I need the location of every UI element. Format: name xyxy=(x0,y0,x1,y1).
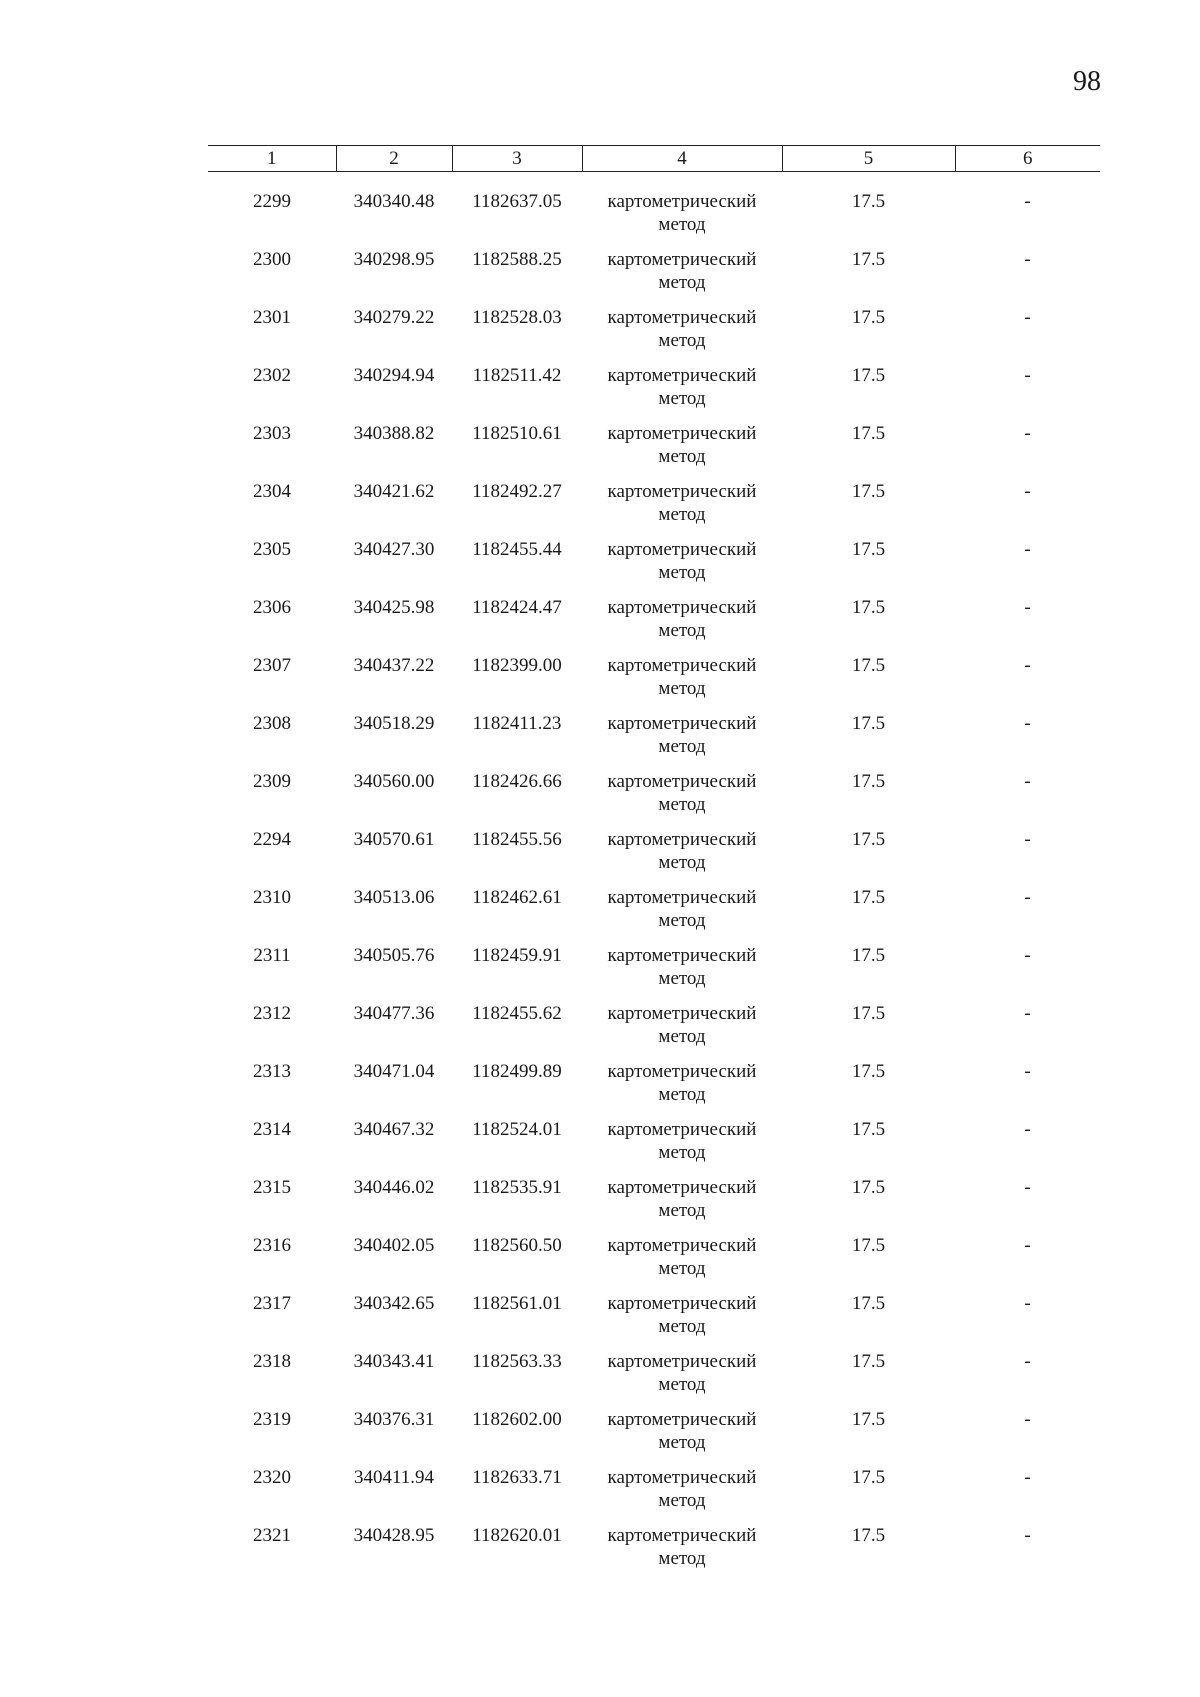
x-coordinate-cell: 340513.06 xyxy=(353,887,435,908)
x-coordinate-cell: 340376.31 xyxy=(353,1409,435,1430)
note-cell: - xyxy=(1024,829,1031,850)
note-cell: - xyxy=(1024,597,1031,618)
table-row xyxy=(208,1466,1100,1524)
y-coordinate-cell: 1182524.01 xyxy=(472,1119,562,1140)
y-coordinate-cell: 1182455.62 xyxy=(472,1003,562,1024)
x-coordinate-cell: 340425.98 xyxy=(353,597,435,618)
note-cell: - xyxy=(1024,1409,1031,1430)
y-coordinate-cell: 1182560.50 xyxy=(472,1235,562,1256)
table-row xyxy=(208,1350,1100,1408)
header-col-6: 6 xyxy=(955,146,1100,172)
table-row xyxy=(208,1060,1100,1118)
table-row xyxy=(208,1292,1100,1350)
table-row xyxy=(208,1002,1100,1060)
y-coordinate-cell: 1182535.91 xyxy=(472,1177,562,1198)
accuracy-value-cell: 17.5 xyxy=(851,945,886,966)
note-cell: - xyxy=(1024,249,1031,270)
y-coordinate-cell: 1182588.25 xyxy=(472,249,562,270)
accuracy-value-cell: 17.5 xyxy=(851,597,886,618)
note-cell: - xyxy=(1024,713,1031,734)
method-cell: картометрический метод xyxy=(607,539,757,583)
method-cell: картометрический метод xyxy=(607,1003,757,1047)
point-number-cell: 2320 xyxy=(253,1467,291,1488)
accuracy-value-cell: 17.5 xyxy=(851,1235,886,1256)
point-number-cell: 2316 xyxy=(253,1235,291,1256)
note-cell: - xyxy=(1024,307,1031,328)
note-cell: - xyxy=(1024,1235,1031,1256)
y-coordinate-cell: 1182455.56 xyxy=(472,829,562,850)
accuracy-value-cell: 17.5 xyxy=(851,191,886,212)
method-cell: картометрический метод xyxy=(607,945,757,989)
x-coordinate-cell: 340343.41 xyxy=(353,1351,435,1372)
method-cell: картометрический метод xyxy=(607,1409,757,1453)
coordinates-table-wrapper xyxy=(208,145,1100,1582)
method-cell: картометрический метод xyxy=(607,1525,757,1569)
method-cell: картометрический метод xyxy=(607,1061,757,1105)
point-number-cell: 2315 xyxy=(253,1177,291,1198)
accuracy-value-cell: 17.5 xyxy=(851,887,886,908)
table-row xyxy=(208,422,1100,480)
method-cell: картометрический метод xyxy=(607,481,757,525)
point-number-cell: 2321 xyxy=(253,1525,291,1546)
point-number-cell: 2314 xyxy=(253,1119,291,1140)
x-coordinate-cell: 340340.48 xyxy=(353,191,435,212)
point-number-cell: 2303 xyxy=(253,423,291,444)
note-cell: - xyxy=(1024,481,1031,502)
y-coordinate-cell: 1182511.42 xyxy=(472,365,562,386)
method-cell: картометрический метод xyxy=(607,1177,757,1221)
table-row xyxy=(208,538,1100,596)
table-row xyxy=(208,944,1100,1002)
table-row xyxy=(208,654,1100,712)
y-coordinate-cell: 1182426.66 xyxy=(472,771,562,792)
point-number-cell: 2305 xyxy=(253,539,291,560)
point-number-cell: 2308 xyxy=(253,713,291,734)
method-cell: картометрический метод xyxy=(607,191,757,235)
accuracy-value-cell: 17.5 xyxy=(851,307,886,328)
x-coordinate-cell: 340428.95 xyxy=(353,1525,435,1546)
point-number-cell: 2302 xyxy=(253,365,291,386)
table-header xyxy=(208,146,1100,172)
method-cell: картометрический метод xyxy=(607,713,757,757)
table-row xyxy=(208,1118,1100,1176)
note-cell: - xyxy=(1024,945,1031,966)
method-cell: картометрический метод xyxy=(607,829,757,873)
point-number-cell: 2312 xyxy=(253,1003,291,1024)
x-coordinate-cell: 340560.00 xyxy=(353,771,435,792)
method-cell: картометрический метод xyxy=(607,597,757,641)
point-number-cell: 2306 xyxy=(253,597,291,618)
method-cell: картометрический метод xyxy=(607,887,757,931)
table-row xyxy=(208,828,1100,886)
y-coordinate-cell: 1182528.03 xyxy=(472,307,562,328)
note-cell: - xyxy=(1024,1467,1031,1488)
point-number-cell: 2309 xyxy=(253,771,291,792)
point-number-cell: 2318 xyxy=(253,1351,291,1372)
note-cell: - xyxy=(1024,191,1031,212)
point-number-cell: 2319 xyxy=(253,1409,291,1430)
accuracy-value-cell: 17.5 xyxy=(851,1003,886,1024)
table-row xyxy=(208,172,1100,249)
y-coordinate-cell: 1182459.91 xyxy=(472,945,562,966)
x-coordinate-cell: 340467.32 xyxy=(353,1119,435,1140)
table-row xyxy=(208,1408,1100,1466)
x-coordinate-cell: 340388.82 xyxy=(353,423,435,444)
note-cell: - xyxy=(1024,1351,1031,1372)
note-cell: - xyxy=(1024,423,1031,444)
x-coordinate-cell: 340402.05 xyxy=(353,1235,435,1256)
note-cell: - xyxy=(1024,1177,1031,1198)
header-col-1: 1 xyxy=(208,146,336,172)
accuracy-value-cell: 17.5 xyxy=(851,1467,886,1488)
header-col-3: 3 xyxy=(452,146,582,172)
accuracy-value-cell: 17.5 xyxy=(851,1061,886,1082)
x-coordinate-cell: 340342.65 xyxy=(353,1293,435,1314)
accuracy-value-cell: 17.5 xyxy=(851,249,886,270)
y-coordinate-cell: 1182399.00 xyxy=(472,655,562,676)
method-cell: картометрический метод xyxy=(607,365,757,409)
coordinates-table xyxy=(208,145,1100,1582)
point-number-cell: 2317 xyxy=(253,1293,291,1314)
accuracy-value-cell: 17.5 xyxy=(851,771,886,792)
method-cell: картометрический метод xyxy=(607,423,757,467)
method-cell: картометрический метод xyxy=(607,655,757,699)
note-cell: - xyxy=(1024,771,1031,792)
accuracy-value-cell: 17.5 xyxy=(851,1525,886,1546)
point-number-cell: 2311 xyxy=(253,945,291,966)
y-coordinate-cell: 1182455.44 xyxy=(472,539,562,560)
header-col-2: 2 xyxy=(336,146,452,172)
y-coordinate-cell: 1182563.33 xyxy=(472,1351,562,1372)
y-coordinate-cell: 1182602.00 xyxy=(472,1409,562,1430)
point-number-cell: 2300 xyxy=(253,249,291,270)
accuracy-value-cell: 17.5 xyxy=(851,423,886,444)
table-row xyxy=(208,1176,1100,1234)
note-cell: - xyxy=(1024,1061,1031,1082)
method-cell: картометрический метод xyxy=(607,1351,757,1395)
y-coordinate-cell: 1182510.61 xyxy=(472,423,562,444)
x-coordinate-cell: 340298.95 xyxy=(353,249,435,270)
accuracy-value-cell: 17.5 xyxy=(851,1119,886,1140)
y-coordinate-cell: 1182561.01 xyxy=(472,1293,562,1314)
note-cell: - xyxy=(1024,655,1031,676)
point-number-cell: 2313 xyxy=(253,1061,291,1082)
note-cell: - xyxy=(1024,1003,1031,1024)
accuracy-value-cell: 17.5 xyxy=(851,1177,886,1198)
table-row xyxy=(208,248,1100,306)
table-row xyxy=(208,364,1100,422)
point-number-cell: 2294 xyxy=(253,829,291,850)
accuracy-value-cell: 17.5 xyxy=(851,713,886,734)
y-coordinate-cell: 1182411.23 xyxy=(472,713,562,734)
header-col-5: 5 xyxy=(782,146,955,172)
method-cell: картометрический метод xyxy=(607,771,757,815)
accuracy-value-cell: 17.5 xyxy=(851,1409,886,1430)
note-cell: - xyxy=(1024,887,1031,908)
note-cell: - xyxy=(1024,1293,1031,1314)
x-coordinate-cell: 340437.22 xyxy=(353,655,435,676)
method-cell: картометрический метод xyxy=(607,307,757,351)
note-cell: - xyxy=(1024,365,1031,386)
y-coordinate-cell: 1182633.71 xyxy=(472,1467,562,1488)
x-coordinate-cell: 340471.04 xyxy=(353,1061,435,1082)
y-coordinate-cell: 1182462.61 xyxy=(472,887,562,908)
y-coordinate-cell: 1182499.89 xyxy=(472,1061,562,1082)
accuracy-value-cell: 17.5 xyxy=(851,481,886,502)
table-row xyxy=(208,596,1100,654)
note-cell: - xyxy=(1024,1525,1031,1546)
x-coordinate-cell: 340505.76 xyxy=(353,945,435,966)
table-row xyxy=(208,886,1100,944)
accuracy-value-cell: 17.5 xyxy=(851,829,886,850)
note-cell: - xyxy=(1024,1119,1031,1140)
accuracy-value-cell: 17.5 xyxy=(851,539,886,560)
table-row xyxy=(208,1524,1100,1582)
x-coordinate-cell: 340570.61 xyxy=(353,829,435,850)
header-col-4: 4 xyxy=(582,146,782,172)
y-coordinate-cell: 1182424.47 xyxy=(472,597,562,618)
page-number: 98 xyxy=(1073,66,1101,97)
y-coordinate-cell: 1182637.05 xyxy=(472,191,562,212)
table-row xyxy=(208,306,1100,364)
x-coordinate-cell: 340294.94 xyxy=(353,365,435,386)
method-cell: картометрический метод xyxy=(607,1235,757,1279)
point-number-cell: 2307 xyxy=(253,655,291,676)
header-row xyxy=(208,146,1100,172)
table-row xyxy=(208,712,1100,770)
point-number-cell: 2301 xyxy=(253,307,291,328)
method-cell: картометрический метод xyxy=(607,249,757,293)
method-cell: картометрический метод xyxy=(607,1467,757,1511)
x-coordinate-cell: 340279.22 xyxy=(353,307,435,328)
accuracy-value-cell: 17.5 xyxy=(851,1293,886,1314)
accuracy-value-cell: 17.5 xyxy=(851,1351,886,1372)
x-coordinate-cell: 340411.94 xyxy=(353,1467,435,1488)
note-cell: - xyxy=(1024,539,1031,560)
y-coordinate-cell: 1182620.01 xyxy=(472,1525,562,1546)
method-cell: картометрический метод xyxy=(607,1119,757,1163)
table-row xyxy=(208,480,1100,538)
x-coordinate-cell: 340446.02 xyxy=(353,1177,435,1198)
point-number-cell: 2299 xyxy=(253,191,291,212)
table-row xyxy=(208,1234,1100,1292)
point-number-cell: 2310 xyxy=(253,887,291,908)
accuracy-value-cell: 17.5 xyxy=(851,365,886,386)
table-row xyxy=(208,770,1100,828)
x-coordinate-cell: 340518.29 xyxy=(353,713,435,734)
point-number-cell: 2304 xyxy=(253,481,291,502)
table-body xyxy=(208,172,1100,1583)
x-coordinate-cell: 340421.62 xyxy=(353,481,435,502)
x-coordinate-cell: 340477.36 xyxy=(353,1003,435,1024)
x-coordinate-cell: 340427.30 xyxy=(353,539,435,560)
accuracy-value-cell: 17.5 xyxy=(851,655,886,676)
method-cell: картометрический метод xyxy=(607,1293,757,1337)
y-coordinate-cell: 1182492.27 xyxy=(472,481,562,502)
